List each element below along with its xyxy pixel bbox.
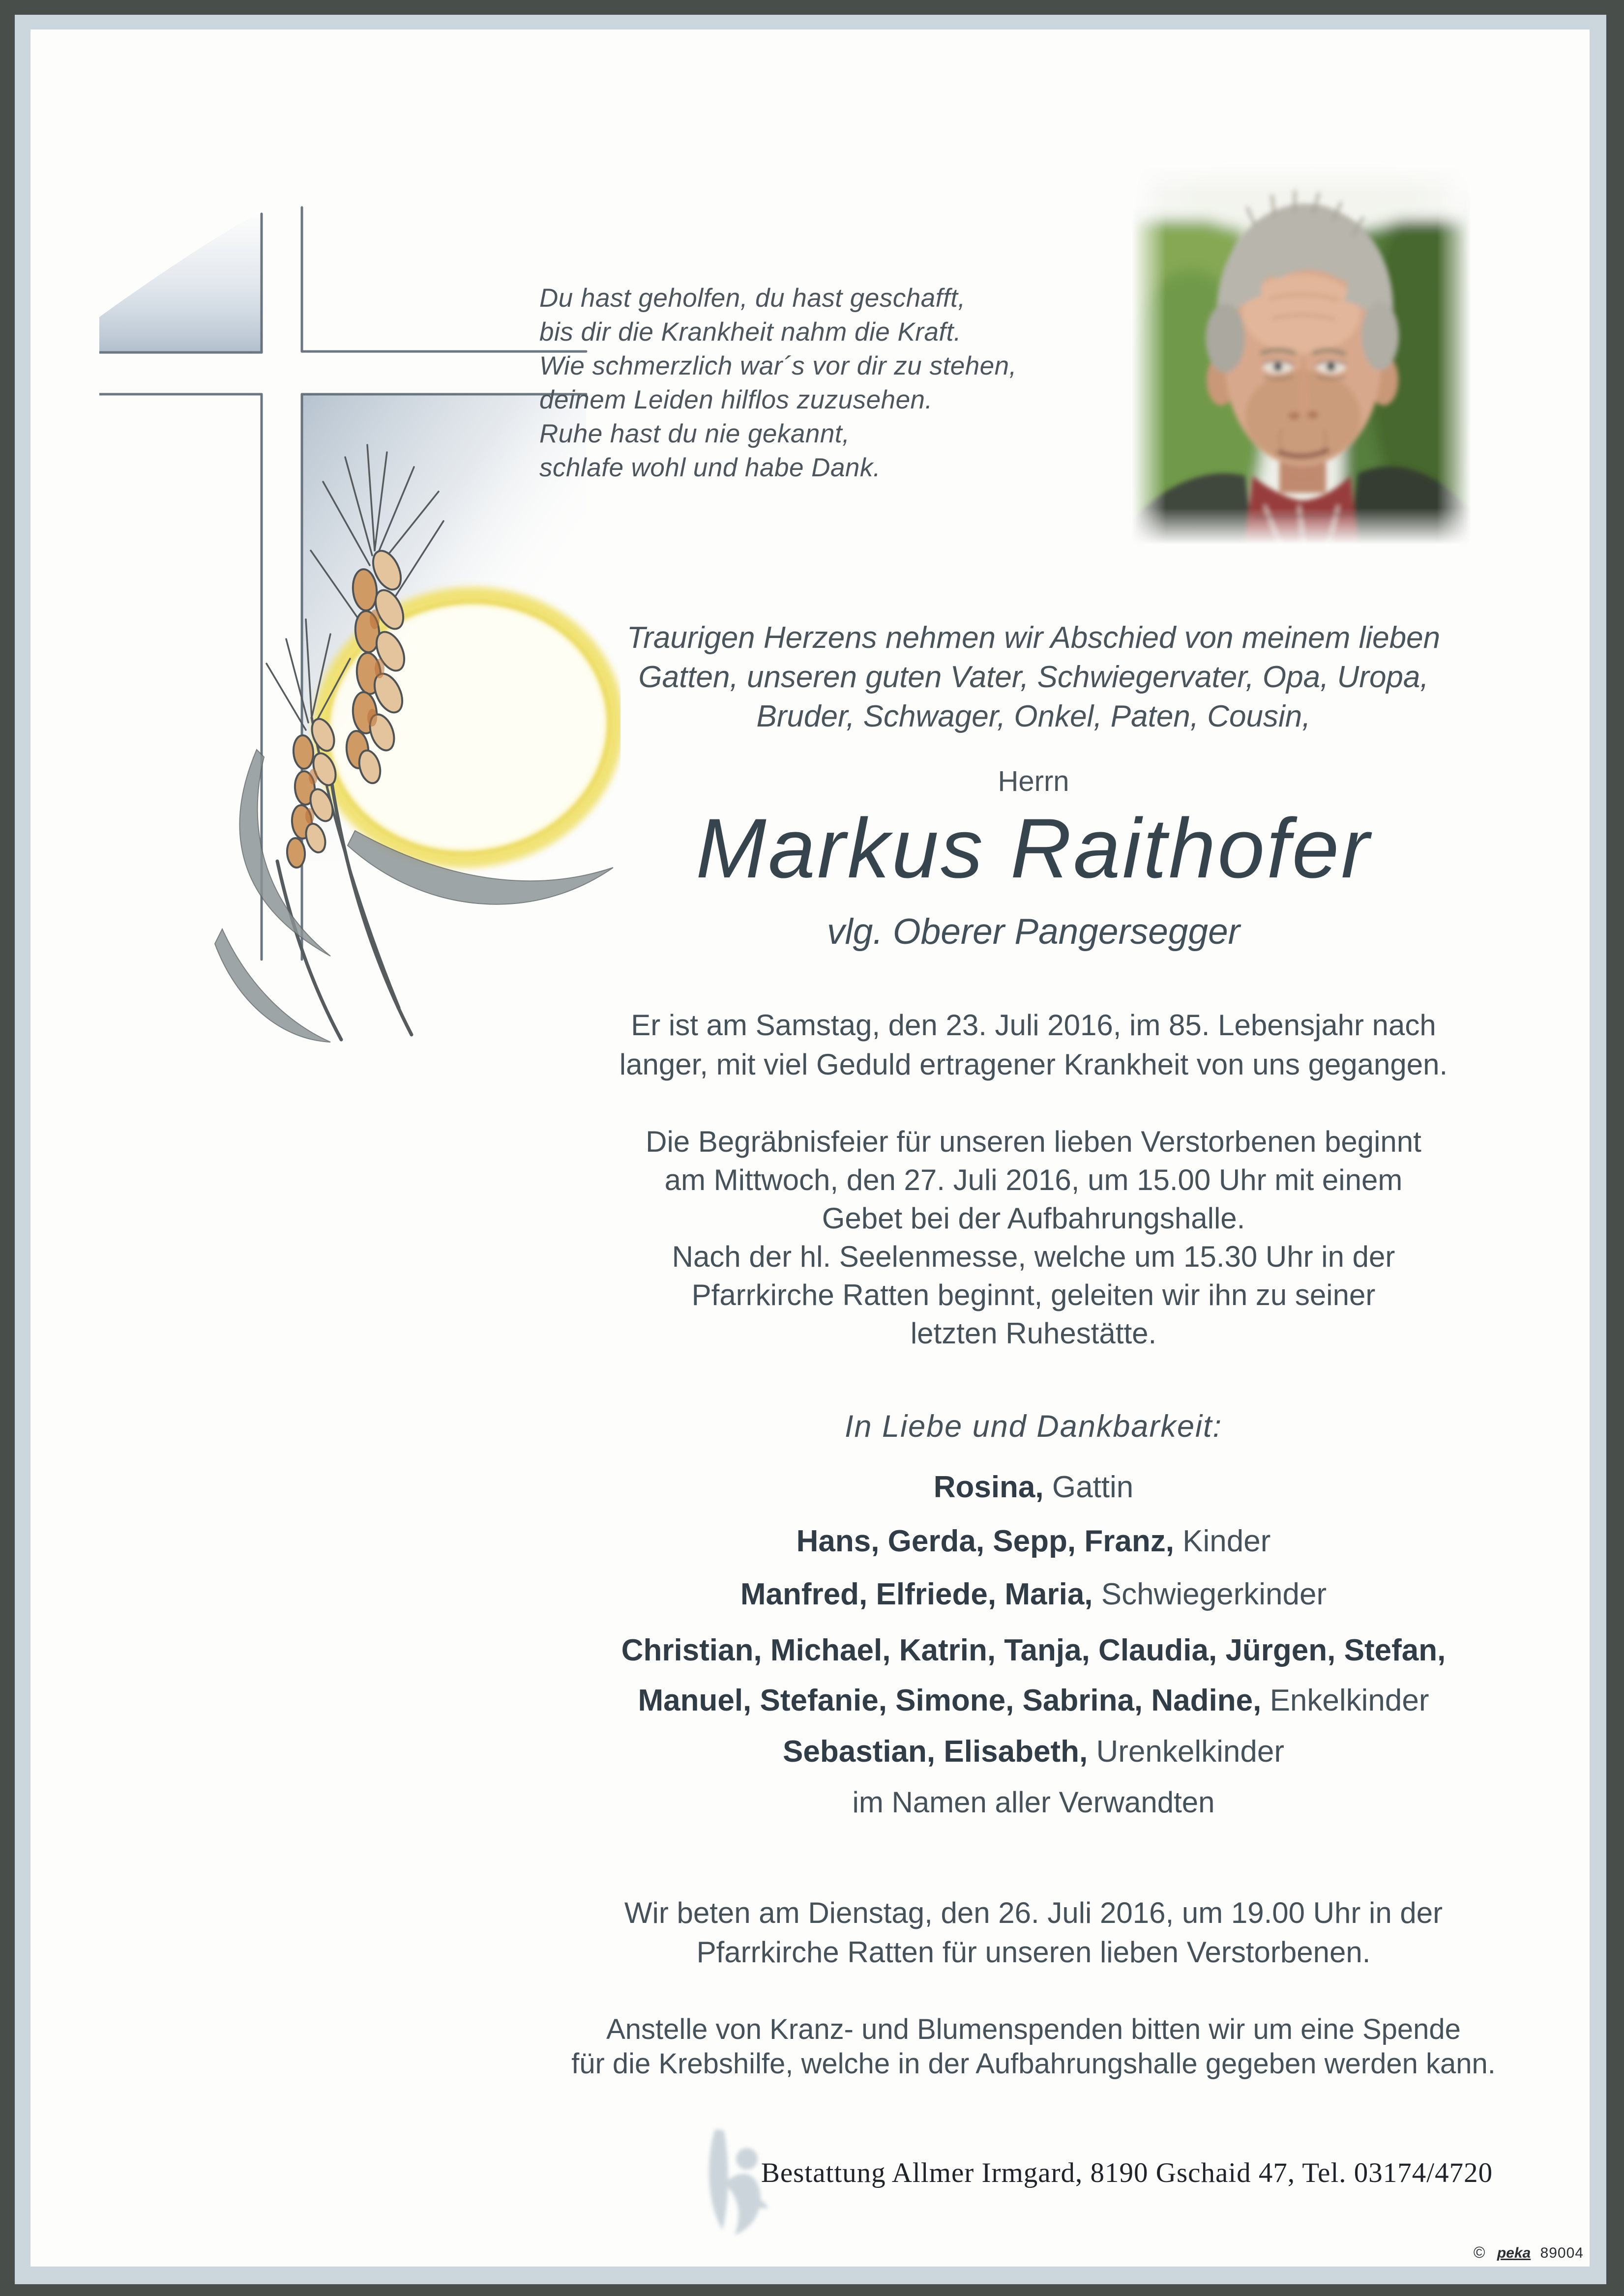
mourner-row [522, 1470, 1545, 1505]
mourner-row [522, 1524, 1545, 1559]
photo-fade-bottom [1132, 508, 1471, 545]
poem-line: deinem Leiden hilflos zuzusehen. [539, 385, 933, 414]
poem-line: Du hast geholfen, du hast geschafft, [539, 284, 966, 313]
photo-fade-top [1132, 161, 1471, 196]
mourner-row [522, 1683, 1545, 1718]
prayer-notice [522, 1893, 1545, 1972]
mourner-names: Sebastian, Elisabeth, [783, 1735, 1088, 1769]
paper [30, 29, 1590, 2267]
portrait-photo [1132, 161, 1471, 545]
brand-mark: peka [1497, 2245, 1531, 2261]
poem [539, 281, 1017, 485]
mourner-names: Manfred, Elfriede, Maria, [740, 1577, 1093, 1611]
funeral-info-line: Die Begräbnisfeier für unseren lieben Verstorbenen beginnt [646, 1125, 1421, 1158]
farewell-intro [522, 618, 1545, 736]
mourner-names: Hans, Gerda, Sepp, Franz, [796, 1524, 1174, 1558]
prayer-line: Wir beten am Dienstag, den 26. Juli 2016, um 19.00 Uhr in der [624, 1896, 1443, 1929]
closing-line: In Liebe und Dankbarkeit: [845, 1409, 1222, 1444]
print-number: 89004 [1540, 2245, 1584, 2261]
poem-line: Ruhe hast du nie gekannt, [539, 419, 850, 448]
vulgo-name: vlg. Oberer Pangersegger [827, 912, 1240, 952]
death-notice [522, 1006, 1545, 1084]
donation-notice [522, 2012, 1545, 2081]
donation-line: Anstelle von Kranz- und Blumenspenden bitten wir um eine Spende [606, 2013, 1461, 2045]
poem-line: bis dir die Krankheit nahm die Kraft. [539, 318, 962, 347]
mourner-names: Rosina, [933, 1470, 1044, 1504]
intro-line: Traurigen Herzens nehmen wir Abschied von meinem lieben [626, 621, 1441, 655]
deceased-name: Markus Raithofer [696, 801, 1371, 896]
mourner-role: Kinder [1182, 1524, 1271, 1558]
intro-line: Gatten, unseren guten Vater, Schwiegervater, Opa, Uropa, [638, 660, 1429, 694]
donation-line: für die Krebshilfe, welche in der Aufbahrungshalle gegeben werden kann. [571, 2048, 1496, 2080]
poem-line: schlafe wohl und habe Dank. [539, 453, 881, 482]
photo-fade-right [1437, 161, 1471, 545]
photo-fade-left [1132, 161, 1166, 545]
funeral-info-line: letzten Ruhestätte. [910, 1317, 1157, 1350]
death-notice-line: Er ist am Samstag, den 23. Juli 2016, im 85. Lebensjahr nach [631, 1009, 1436, 1042]
intro-line: Bruder, Schwager, Onkel, Paten, Cousin, [756, 699, 1311, 733]
mourner-row [522, 1734, 1545, 1769]
mourner-role: Gattin [1052, 1470, 1134, 1504]
salutation: Herrn [998, 765, 1069, 797]
funeral-home-line: Bestattung Allmer Irmgard, 8190 Gschaid 47, Tel. 03174/4720 [761, 2157, 1493, 2188]
relatives-line: im Namen aller Verwandten [852, 1786, 1215, 1819]
mourner-role: Enkelkinder [1270, 1684, 1429, 1717]
funeral-info-line: Gebet bei der Aufbahrungshalle. [822, 1202, 1245, 1235]
death-notice-line: langer, mit viel Geduld ertragener Krankheit von uns gegangen. [619, 1048, 1448, 1081]
funeral-info [522, 1123, 1545, 1353]
mourner-names: Christian, Michael, Katrin, Tanja, Claudia, Jürgen, Stefan, [621, 1633, 1446, 1667]
funeral-info-line: Nach der hl. Seelenmesse, welche um 15.30 Uhr in der [672, 1240, 1395, 1273]
poem-line: Wie schmerzlich war´s vor dir zu stehen, [539, 351, 1017, 380]
print-imprint [1474, 2243, 1584, 2262]
mourner-role: Schwiegerkinder [1101, 1577, 1327, 1611]
mourner-role: Urenkelkinder [1096, 1735, 1284, 1769]
prayer-line: Pfarrkirche Ratten für unseren lieben Verstorbenen. [696, 1936, 1371, 1969]
mourner-row [522, 1633, 1545, 1668]
mourner-row [522, 1577, 1545, 1612]
funeral-info-line: am Mittwoch, den 27. Juli 2016, um 15.00 Uhr mit einem [664, 1163, 1403, 1196]
funeral-info-line: Pfarrkirche Ratten beginnt, geleiten wir ihn zu seiner [691, 1279, 1376, 1311]
copyright-symbol: © [1473, 2243, 1486, 2261]
mourner-names: Manuel, Stefanie, Simone, Sabrina, Nadine, [638, 1684, 1262, 1717]
